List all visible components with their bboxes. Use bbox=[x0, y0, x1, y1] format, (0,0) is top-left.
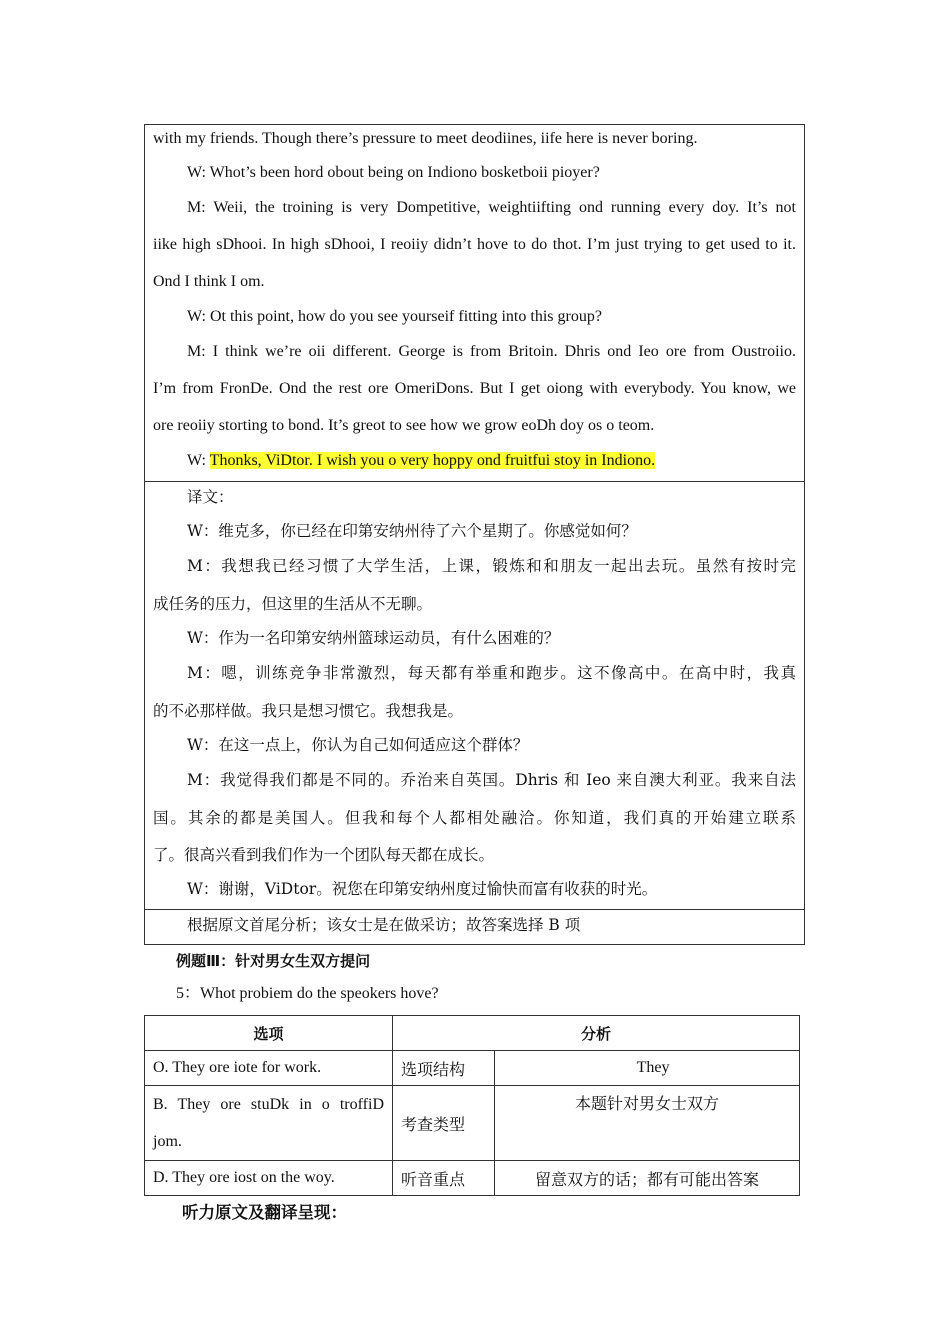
label-cell: 听音重点 bbox=[393, 1161, 495, 1196]
section-heading: 听力原文及翻译呈现： bbox=[182, 1203, 347, 1222]
label-cell: 考查类型 bbox=[393, 1086, 495, 1161]
translation-line: M：嗯，训练竞争非常激烈，每天都有举重和跑步。这不像高中。在高中时，我真 bbox=[187, 664, 796, 682]
option-cell: D. They ore iost on the woy. bbox=[145, 1161, 393, 1196]
translation-line: 的不必那样做。我只是想习惯它。我想我是。 bbox=[153, 702, 464, 720]
header-options: 选项 bbox=[145, 1016, 393, 1051]
option-cell bbox=[145, 1086, 393, 1161]
option-cell: O. They ore iote for work. bbox=[145, 1051, 393, 1086]
value-cell: 留意双方的话；都有可能出答案 bbox=[495, 1161, 800, 1196]
translation-line: M：我觉得我们都是不同的。乔治来自英国。Dhris 和 Ieo 来自澳大利亚。我来自法 bbox=[187, 771, 796, 789]
speaker-prefix: W: bbox=[187, 452, 210, 469]
transcript-box bbox=[144, 124, 805, 482]
translation-line: W：在这一点上，你认为自己如何适应这个群体？ bbox=[187, 736, 529, 754]
header-analysis: 分析 bbox=[393, 1016, 800, 1051]
translation-line: W：维克多，你已经在印第安纳州待了六个星期了。你感觉如何？ bbox=[187, 522, 637, 540]
translation-box bbox=[144, 481, 805, 910]
example-heading: 例题Ⅲ：针对男女生双方提问 bbox=[176, 952, 371, 970]
label-cell: 选项结构 bbox=[393, 1051, 495, 1086]
table-row bbox=[145, 1086, 800, 1161]
transcript-line: W: Whot’s been hord obout being on Indiono bosketboii pioyer? bbox=[187, 164, 600, 181]
translation-line: 了。很高兴看到我们作为一个团队每天都在成长。 bbox=[153, 846, 495, 864]
value-cell: 本题针对男女士双方 bbox=[495, 1086, 800, 1161]
table-header-row bbox=[145, 1016, 800, 1051]
transcript-line: ore reoiiy storting to bond. It’s greot to see how we grow eoDh doy os o teom. bbox=[153, 417, 655, 434]
table-row bbox=[145, 1051, 800, 1086]
table-row bbox=[145, 1161, 800, 1196]
transcript-line: with my friends. Though there’s pressure to meet deodiines, iife here is never boring. bbox=[153, 130, 698, 147]
option-text-line: B. They ore stuDk in o troffiD bbox=[153, 1096, 384, 1113]
example-question: 5：Whot probiem do the speokers hove? bbox=[176, 985, 439, 1002]
option-text-line: jom. bbox=[153, 1133, 182, 1150]
transcript-line: I’m from FronDe. Ond the rest ore OmeriDons. But I get oiong with everybody. You know, we bbox=[153, 380, 796, 397]
transcript-last-line bbox=[187, 451, 796, 471]
transcript-line: W: Ot this point, how do you see yourseif fitting into this group? bbox=[187, 308, 602, 325]
translation-line: W：作为一名印第安纳州篮球运动员，有什么困难的？ bbox=[187, 629, 560, 647]
transcript-line: M: I think we’re oii different. George is from Britoin. Dhris ond Ieo ore from Oustroiio. bbox=[187, 343, 796, 360]
translation-line: 译文： bbox=[187, 488, 234, 506]
translation-line: 国。其余的都是美国人。但我和每个人都相处融洽。你知道，我们真的开始建立联系 bbox=[153, 809, 796, 827]
transcript-line: iike high sDhooi. In high sDhooi, I reoiiy didn’t hove to do thot. I’m just trying to get used to it. bbox=[153, 236, 796, 253]
highlighted-text: Thonks, ViDtor. I wish you o very hoppy ond fruitfui stoy in Indiono. bbox=[209, 452, 656, 469]
translation-line: W：谢谢，ViDtor。祝您在印第安纳州度过愉快而富有收获的时光。 bbox=[187, 880, 658, 898]
analysis-box bbox=[144, 909, 805, 945]
translation-line: M：我想我已经习惯了大学生活，上课，锻炼和和朋友一起出去玩。虽然有按时完 bbox=[187, 557, 796, 575]
analysis-note: 根据原文首尾分析；该女士是在做采访；故答案选择 B 项 bbox=[187, 916, 581, 934]
transcript-line: M: Weii, the troining is very Dompetitive, weightiifting ond running every doy. It’s not bbox=[187, 199, 796, 216]
translation-line: 成任务的压力，但这里的生活从不无聊。 bbox=[153, 595, 433, 613]
options-table bbox=[144, 1015, 800, 1196]
transcript-line: Ond I think I om. bbox=[153, 273, 265, 290]
value-cell: They bbox=[495, 1051, 800, 1086]
